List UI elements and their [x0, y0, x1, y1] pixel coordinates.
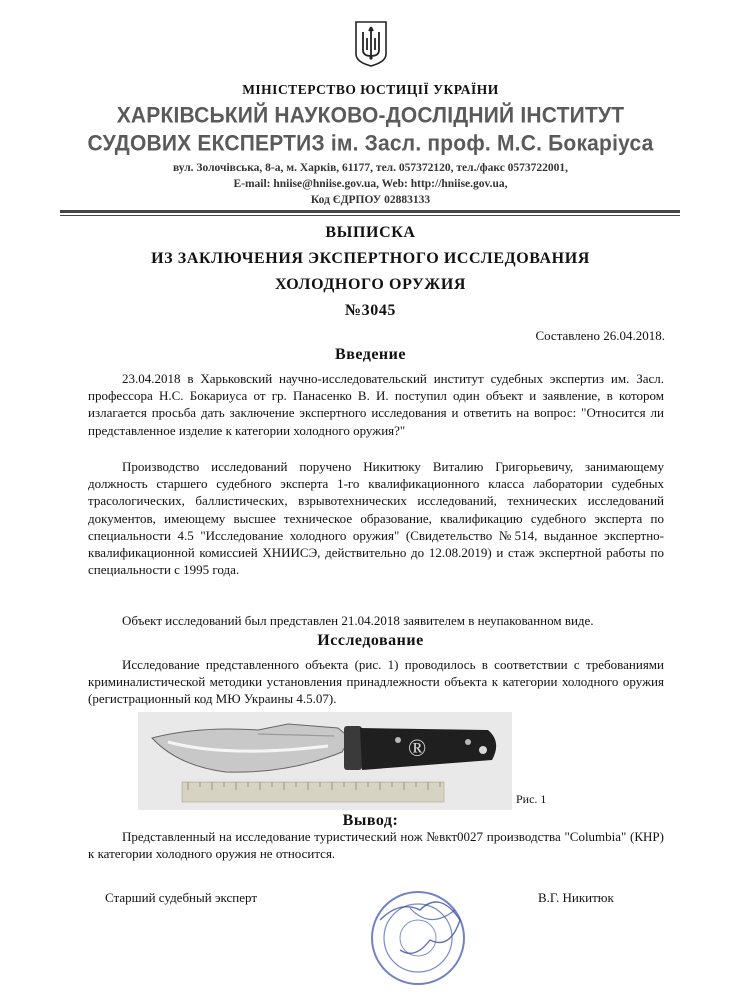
signer-role: Старший судебный эксперт: [105, 890, 258, 905]
signer-name: В.Г. Никитюк: [538, 890, 614, 905]
intro-paragraph-3: Объект исследований был представлен 21.04.2018 заявителем в неупакованном виде.: [122, 613, 594, 628]
research-heading: Исследование: [317, 632, 424, 649]
registry-code: Код ЄДРПОУ 02883133: [310, 194, 431, 206]
institute-name-line1: ХАРКІВСЬКИЙ НАУКОВО-ДОСЛІДНИЙ ІНСТИТУТ: [116, 103, 625, 128]
doc-number: №3045: [344, 302, 397, 319]
ukraine-trident-icon: [353, 20, 389, 68]
intro-heading: Введение: [335, 346, 406, 363]
conclusion-heading: Вывод:: [342, 812, 399, 829]
figure-caption: Рис. 1: [516, 792, 547, 806]
doc-subtitle-2: ХОЛОДНОГО ОРУЖИЯ: [274, 276, 467, 293]
ministry-name: МІНІСТЕРСТВО ЮСТИЦІЇ УКРАЇНИ: [242, 82, 499, 97]
intro-paragraph-2: Производство исследований поручено Никитюку Виталию Григорьевичу, занимающему должность старшего судебного эксперта 1-го квалификационного класса лаборатории судебных трасологических, баллистических, взрывотехнических исследований, технических исследований документов, имеющему высшее техническое образование, квалификацию судебного эксперта по специальности 4.5 "Исследование холодного оружия" (Свидетельство №514, выданное экспертно-квалификационной комиссией ХНИИСЭ, действительно до 12.08.2019) и стаж экспертной работы по специальности с 1995 года.: [88, 459, 664, 578]
svg-text:®: ®: [408, 736, 427, 762]
conclusion-paragraph: Представленный на исследование туристический нож №вкт0027 производства "Columbia" (КНР) к категории холодного оружия не относится.: [88, 829, 664, 862]
knife-photo: [138, 712, 512, 810]
header-divider-thin: [60, 215, 680, 216]
doc-title: ВЫПИСКА: [325, 224, 416, 241]
composed-date: Составлено 26.04.2018.: [535, 328, 665, 343]
research-paragraph: Исследование представленного объекта (рис. 1) проводилось в соответствии с требованиями криминалистической методики установления принадлежности объекта к категории холодного оружия (регистрационный код МЮ Украины 4.5.07).: [88, 657, 664, 707]
intro-paragraph-1: 23.04.2018 в Харьковский научно-исследовательский институт судебных экспертиз им. Засл. профессора Н.С. Бокариуса от гр. Панасенко В. И. поступил один объект и заявление, в котором излагается просьба дать заключение экспертного исследования и ответить на вопрос: "Относится ли представленное изделие к категории холодного оружия?": [88, 371, 664, 438]
header-divider-thick: [60, 210, 680, 213]
institute-name-line2: СУДОВИХ ЕКСПЕРТИЗ ім. Засл. проф. М.С. Бокаріуса: [87, 131, 654, 156]
contact-line: E-mail: hniise@hniise.gov.ua, Web: http://hniise.gov.ua,: [233, 178, 508, 190]
round-seal-stamp: [360, 880, 480, 990]
address-line: вул. Золочівська, 8-а, м. Харків, 61177, тел. 057372120, тел./факс 0573722001,: [172, 162, 569, 174]
doc-subtitle: ИЗ ЗАКЛЮЧЕНИЯ ЭКСПЕРТНОГО ИССЛЕДОВАНИЯ: [151, 250, 590, 267]
